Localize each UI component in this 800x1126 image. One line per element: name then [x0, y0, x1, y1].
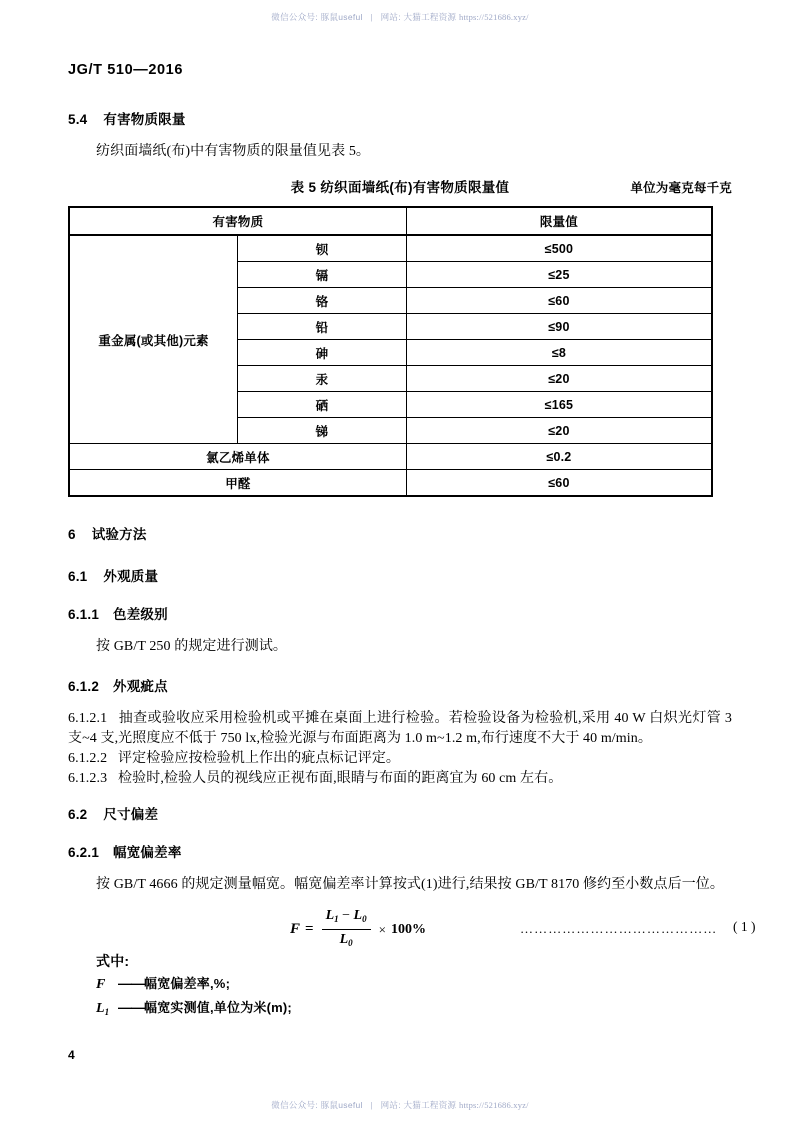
- paragraph-6-1-2-1-text: 抽查或验收应采用检验机或平摊在桌面上进行检验。若检验设备为检验机,采用 40 W 白炽光灯管 3 支~4 支,光照度应不低于 750 lx,检验光源与布面距离为 1.0 m~1.2 m,布行速度不大于 40 m/min。: [68, 711, 732, 746]
- paragraph-6-2-1: 按 GB/T 4666 的规定测量幅宽。幅宽偏差率计算按式(1)进行,结果按 GB/T 8170 修约至小数点后一位。: [96, 877, 724, 892]
- formula-where-label: 式中:: [96, 953, 130, 969]
- table-5-caption: 表 5 纺织面墙纸(布)有害物质限量值: [290, 180, 510, 195]
- heading-5-4-title: 有害物质限量: [103, 112, 186, 127]
- definition-symbol-sub: 1: [104, 1007, 110, 1017]
- watermark-url: https://521686.xyz/: [459, 1100, 529, 1110]
- page-number: 4: [68, 1048, 75, 1062]
- table-5-element-name: 汞: [238, 366, 407, 392]
- table-5-header-row: [69, 207, 712, 235]
- paragraph-6-1-1: 按 GB/T 250 的规定进行测试。: [96, 639, 288, 654]
- heading-6-2-1-title: 幅宽偏差率: [113, 845, 182, 860]
- heading-5-4: [68, 108, 732, 128]
- table-5-other-limit: ≤0.2: [406, 444, 712, 470]
- definition-text: 幅宽实测值,单位为米(m);: [144, 1000, 292, 1015]
- paragraph-6-1-2-1-number: 6.1.2.1: [68, 711, 108, 726]
- formula-1-row: [68, 905, 756, 951]
- heading-6-2: [68, 803, 732, 823]
- table-5-element-name: 钡: [238, 235, 407, 262]
- formula-numerator: [322, 907, 371, 930]
- heading-6-1-2-title: 外观疵点: [113, 679, 168, 694]
- table-5-element-name: 铅: [238, 314, 407, 340]
- watermark-wechat-label: 微信公众号:: [271, 12, 318, 22]
- heading-6-title: 试验方法: [91, 527, 147, 542]
- definition-symbol: [96, 998, 118, 1023]
- watermark-wechat-name: 豚鼠useful: [320, 12, 363, 22]
- paragraph-6-1-2-2: [68, 749, 732, 769]
- definition-dash: ——: [118, 999, 144, 1015]
- formula-lhs: F: [290, 921, 301, 937]
- paragraph-6-1-2-2-number: 6.1.2.2: [68, 751, 108, 766]
- definition-symbol: F: [96, 977, 106, 992]
- formula-numerator-l0: L: [353, 908, 363, 923]
- formula-leader-dots: ……………………………………: [520, 921, 718, 936]
- definition-text: 幅宽偏差率,%;: [144, 976, 231, 991]
- formula-denominator-l0: L: [339, 932, 349, 947]
- table-5-other-name: 氯乙烯单体: [69, 444, 406, 470]
- watermark-separator: |: [370, 12, 373, 22]
- formula-1-expression: [290, 907, 426, 952]
- formula-minus: −: [342, 908, 351, 923]
- table-5-element-name: 镉: [238, 262, 407, 288]
- watermark-separator: |: [370, 1100, 373, 1110]
- formula-denominator-sub: 0: [348, 938, 353, 948]
- heading-6: [68, 523, 732, 543]
- paragraph-6-1-2-2-text: 评定检验应按检验机上作出的疵点标记评定。: [118, 751, 401, 766]
- table-5-element-limit: ≤165: [406, 392, 712, 418]
- paragraph-6-1-2-1: [68, 709, 732, 749]
- table-5-element-name: 砷: [238, 340, 407, 366]
- definition-symbol-base: L: [96, 1001, 105, 1016]
- formula-denominator: [336, 930, 357, 952]
- definition-item: [68, 972, 732, 996]
- formula-numerator-l1-sub: 1: [334, 914, 339, 924]
- paragraph-6-1-2-3-text: 检验时,检验人员的视线应正视布面,眼睛与布面的距离宜为 60 cm 左右。: [118, 771, 563, 786]
- table-5-element-limit: ≤8: [406, 340, 712, 366]
- watermark-url: https://521686.xyz/: [459, 12, 529, 22]
- table-5-caption-row: [68, 176, 732, 198]
- watermark-site-name: 大猫工程资源: [403, 12, 457, 22]
- heading-6-2-title: 尺寸偏差: [103, 807, 159, 822]
- watermark-wechat-label: 微信公众号:: [271, 1100, 318, 1110]
- table-5-header-substance: 有害物质: [69, 207, 406, 235]
- table-5-element-limit: ≤20: [406, 418, 712, 444]
- formula-equals: =: [305, 921, 314, 937]
- heading-6-2-1-number: 6.2.1: [68, 845, 100, 860]
- definition-dash: ——: [118, 975, 144, 991]
- formula-times: ×: [378, 921, 386, 937]
- heading-6-1-title: 外观质量: [103, 569, 159, 584]
- page-content: [68, 108, 756, 1023]
- table-5-element-limit: ≤60: [406, 288, 712, 314]
- watermark-site-name: 大猫工程资源: [403, 1100, 457, 1110]
- watermark-bottom: [0, 1099, 800, 1111]
- heading-6-1-2: [68, 675, 732, 695]
- watermark-site-label: 网站:: [380, 12, 401, 22]
- table-5-header-limit: 限量值: [406, 207, 712, 235]
- definition-item: [68, 996, 732, 1023]
- table-row: [69, 235, 712, 262]
- table-5-body: [69, 235, 712, 496]
- heading-5-4-number: 5.4: [68, 112, 88, 127]
- formula-percent: 100%: [390, 921, 426, 937]
- formula-fraction: [322, 907, 371, 952]
- paragraph-5-4-intro: 纺织面墙纸(布)中有害物质的限量值见表 5。: [96, 144, 371, 159]
- table-5-element-name: 锑: [238, 418, 407, 444]
- heading-6-1-2-number: 6.1.2: [68, 679, 100, 694]
- watermark-site-label: 网站:: [380, 1100, 401, 1110]
- table-5-unit-note: 单位为毫克每千克: [630, 181, 732, 195]
- table-5-other-name: 甲醛: [69, 470, 406, 497]
- formula-numerator-l0-sub: 0: [362, 914, 367, 924]
- table-5-element-name: 铬: [238, 288, 407, 314]
- paragraph-6-1-2-3: [68, 769, 732, 789]
- heading-6-1-1: [68, 603, 732, 623]
- running-header-standard-code: JG/T 510—2016: [68, 62, 184, 78]
- heading-6-2-number: 6.2: [68, 807, 88, 822]
- heading-6-1-number: 6.1: [68, 569, 88, 584]
- heading-6-2-1: [68, 841, 732, 861]
- formula-numerator-l1: L: [325, 908, 335, 923]
- table-5-harmful-substance-limits: [68, 206, 713, 497]
- table-5-element-limit: ≤90: [406, 314, 712, 340]
- table-row: [69, 444, 712, 470]
- table-5-element-name: 硒: [238, 392, 407, 418]
- table-5-element-limit: ≤25: [406, 262, 712, 288]
- table-5-other-limit: ≤60: [406, 470, 712, 497]
- table-row: [69, 470, 712, 497]
- heading-6-1: [68, 565, 732, 585]
- table-5-group-heavy-metals: 重金属(或其他)元素: [69, 235, 238, 444]
- watermark-wechat-name: 豚鼠useful: [320, 1100, 363, 1110]
- paragraph-6-1-2-3-number: 6.1.2.3: [68, 771, 108, 786]
- heading-6-1-1-title: 色差级别: [113, 607, 168, 622]
- table-5-element-limit: ≤500: [406, 235, 712, 262]
- table-5-head: [69, 207, 712, 235]
- heading-6-number: 6: [68, 527, 76, 542]
- table-5-element-limit: ≤20: [406, 366, 712, 392]
- watermark-top: [0, 11, 800, 23]
- formula-number: ( 1 ): [733, 919, 756, 934]
- heading-6-1-1-number: 6.1.1: [68, 607, 100, 622]
